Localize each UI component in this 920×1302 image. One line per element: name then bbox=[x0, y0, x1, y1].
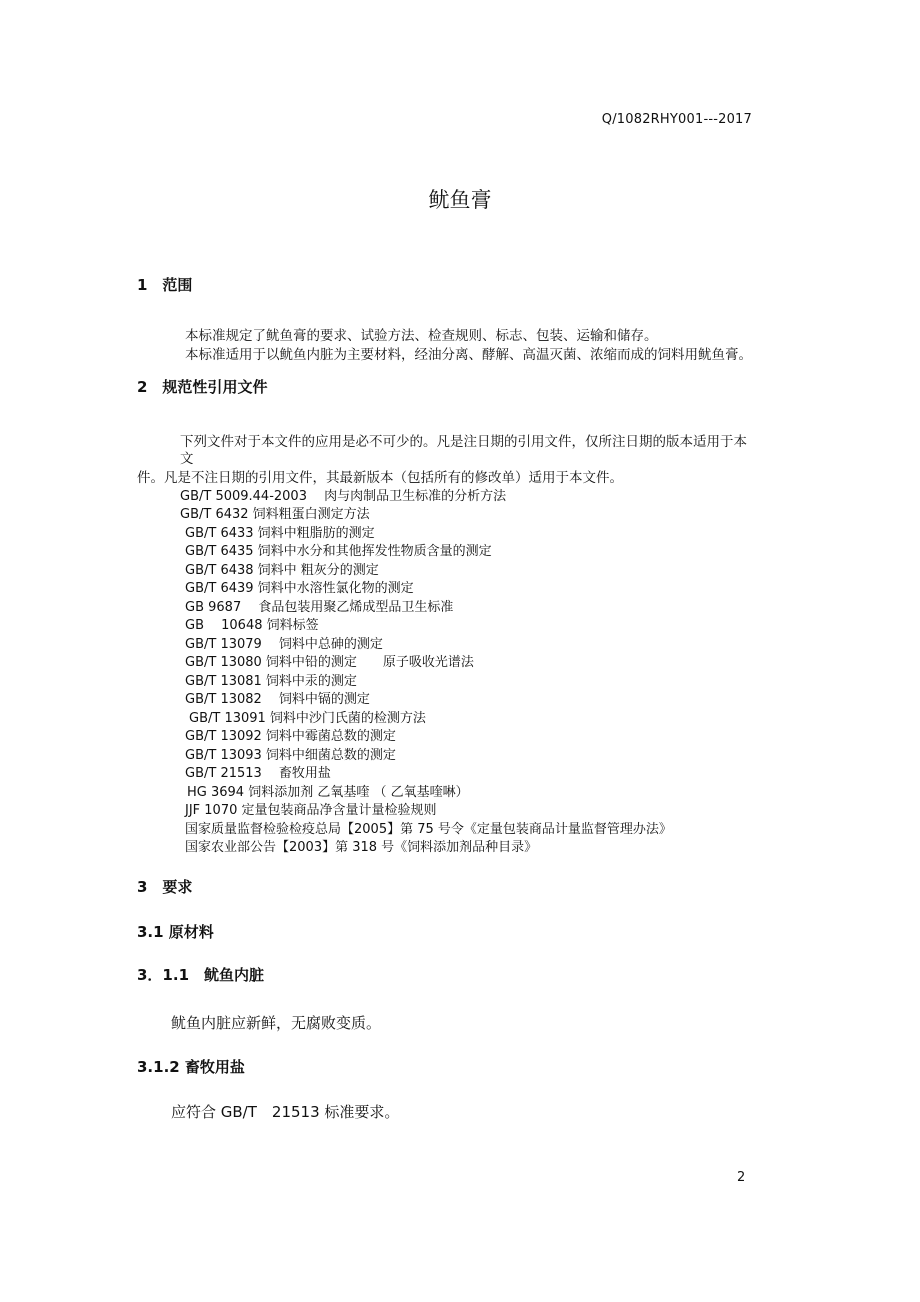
reference-item: GB/T 13092 饲料中霉菌总数的测定 bbox=[185, 729, 396, 744]
reference-item: GB/T 6432 饲料粗蛋白测定方法 bbox=[180, 507, 370, 522]
reference-item: JJF 1070 定量包装商品净含量计量检验规则 bbox=[185, 803, 437, 818]
section-3-1-heading: 3.1 原材料 bbox=[137, 923, 214, 941]
reference-item: GB/T 6433 饲料中粗脂肪的测定 bbox=[185, 526, 375, 541]
section-2-heading: 2 规范性引用文件 bbox=[137, 378, 268, 396]
section-3-1-1-text: 鱿鱼内脏应新鲜，无腐败变质。 bbox=[171, 1014, 382, 1032]
reference-item: GB/T 13091 饲料中沙门氏菌的检测方法 bbox=[189, 711, 426, 726]
reference-item: GB/T 13093 饲料中细菌总数的测定 bbox=[185, 748, 396, 763]
reference-item: GB/T 13080 饲料中铅的测定 原子吸收光谱法 bbox=[185, 655, 474, 670]
reference-item: GB/T 13082 饲料中镉的测定 bbox=[185, 692, 370, 707]
reference-item: 国家农业部公告【2003】第 318 号《饲料添加剂品种目录》 bbox=[185, 840, 538, 855]
scope-paragraph-1: 本标准规定了鱿鱼膏的要求、试验方法、检查规则、标志、包装、运输和储存。 bbox=[185, 328, 658, 344]
reference-item: GB/T 21513 畜牧用盐 bbox=[185, 766, 331, 781]
reference-item: GB/T 5009.44-2003 肉与肉制品卫生标准的分析方法 bbox=[180, 489, 507, 504]
section-3-heading: 3 要求 bbox=[137, 878, 193, 896]
reference-item: HG 3694 饲料添加剂 乙氧基喹 （ 乙氧基喹啉） bbox=[187, 785, 469, 800]
reference-item: GB/T 6438 饲料中 粗灰分的测定 bbox=[185, 563, 379, 578]
section-3-1-1-heading: 3．1.1 鱿鱼内脏 bbox=[137, 966, 265, 984]
reference-item: GB/T 13079 饲料中总砷的测定 bbox=[185, 637, 383, 652]
reference-item: GB/T 13081 饲料中汞的测定 bbox=[185, 674, 357, 689]
section-1-heading: 1 范围 bbox=[137, 276, 193, 294]
page-number: 2 bbox=[737, 1170, 746, 1185]
reference-item: 国家质量监督检验检疫总局【2005】第 75 号令《定量包装商品计量监督管理办法》 bbox=[185, 822, 672, 837]
section-3-1-2-text: 应符合 GB/T 21513 标准要求。 bbox=[171, 1103, 400, 1121]
references-intro-line-2: 文 bbox=[180, 451, 194, 467]
document-title: 鱿鱼膏 bbox=[428, 188, 492, 212]
section-3-1-2-heading: 3.1.2 畜牧用盐 bbox=[137, 1058, 245, 1076]
reference-item: GB/T 6435 饲料中水分和其他挥发性物质含量的测定 bbox=[185, 544, 492, 559]
references-intro-line-1: 下列文件对于本文件的应用是必不可少的。凡是注日期的引用文件，仅所注日期的版本适用于本 bbox=[180, 434, 747, 450]
references-intro-line-3: 件。凡是不注日期的引用文件，其最新版本（包括所有的修改单）适用于本文件。 bbox=[137, 470, 623, 486]
reference-item: GB/T 6439 饲料中水溶性氯化物的测定 bbox=[185, 581, 414, 596]
document-code: Q/1082RHY001---2017 bbox=[601, 112, 752, 127]
scope-paragraph-2: 本标准适用于以鱿鱼内脏为主要材料，经油分离、酵解、高温灭菌、浓缩而成的饲料用鱿鱼膏。 bbox=[185, 347, 752, 363]
reference-item: GB 9687 食品包装用聚乙烯成型品卫生标准 bbox=[185, 600, 454, 615]
reference-item: GB 10648 饲料标签 bbox=[185, 618, 319, 633]
